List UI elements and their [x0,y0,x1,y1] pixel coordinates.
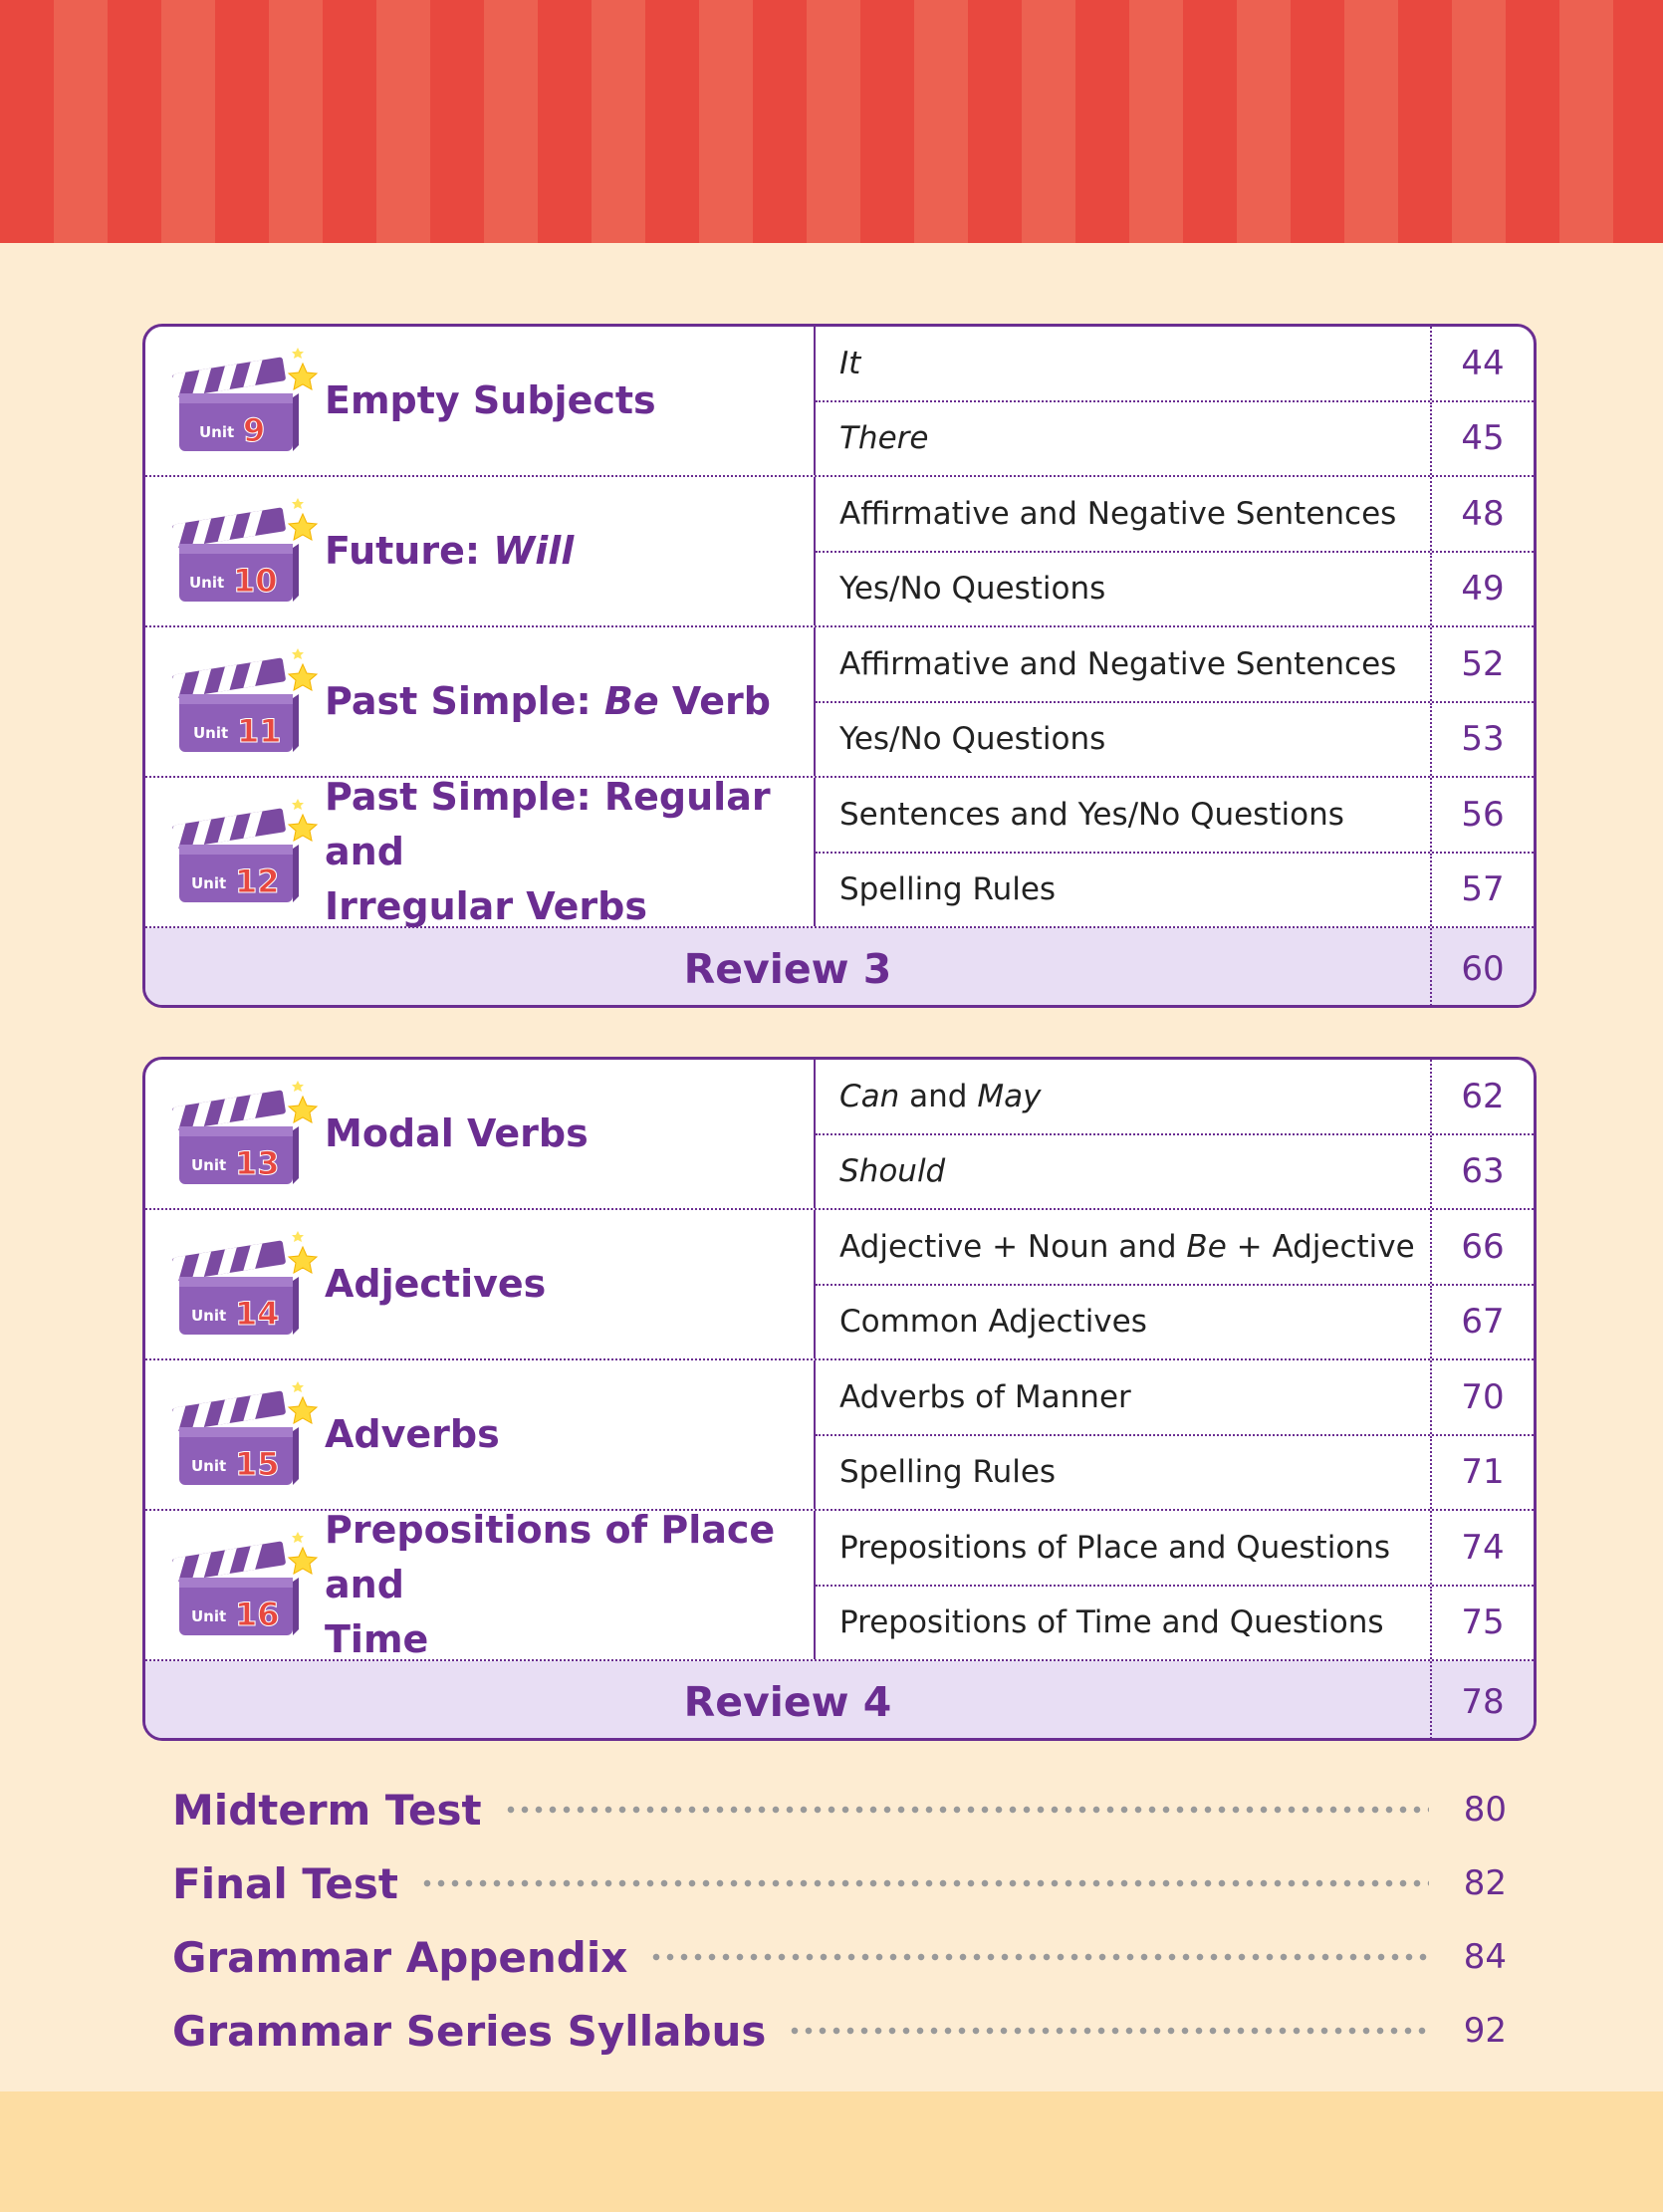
unit-title[interactable] [325,524,813,579]
page-number: 74 [1461,1527,1505,1568]
page-number: 80 [1463,1790,1507,1830]
unit-title-line: Irregular Verbs [325,884,647,928]
dot-leader [420,1879,1429,1887]
lesson-list [816,327,1534,475]
clapperboard-icon [163,342,323,461]
lesson-label-text: + Adjective [1226,1228,1415,1265]
lesson-label[interactable]: Prepositions of Place and Questions [816,1511,1432,1585]
unit-cell [145,1508,816,1661]
page-number: 57 [1461,869,1505,910]
unit-number: 10 [233,561,278,600]
lesson-list [816,1210,1534,1358]
unit-title-line: Past Simple: Regular and [325,775,771,873]
unit-cell [145,627,816,776]
lesson-label-emphasis: May [977,1078,1042,1114]
unit-tag: Unit [191,873,227,892]
lesson-label[interactable]: Yes/No Questions [816,703,1432,777]
clapperboard-icon [163,793,323,912]
test-label[interactable]: Grammar Series Syllabus [172,2006,767,2056]
toc-section-2 [142,1057,1537,1741]
clapperboard-icon [163,1075,323,1194]
lesson-row [816,852,1534,927]
page-number: 67 [1461,1302,1505,1343]
lesson-label[interactable] [816,1210,1432,1284]
lesson-row [816,1434,1534,1510]
unit-cell [145,477,816,625]
unit-number: 11 [237,711,282,750]
lesson-list [816,1511,1534,1659]
page-number: 84 [1463,1937,1507,1977]
lesson-label-emphasis: Be [1186,1228,1227,1265]
unit-title[interactable] [325,1503,813,1667]
lesson-label-text: Adjective + Noun and [839,1228,1187,1265]
unit-tag: Unit [193,723,229,742]
unit-number: 14 [235,1294,280,1333]
unit-title[interactable] [325,674,813,729]
unit-tag: Unit [189,573,225,592]
lesson-label[interactable]: Adverbs of Manner [816,1360,1432,1434]
lesson-row [816,1585,1534,1660]
test-row [172,1773,1507,1846]
dot-leader [788,2027,1429,2035]
lesson-row [816,778,1534,852]
review-label[interactable]: Review 4 [145,1661,1432,1741]
lesson-row [816,327,1534,400]
unit-tag: Unit [191,1456,227,1475]
clapperboard-icon [163,1526,323,1645]
unit-cell [145,775,816,928]
page-number: 44 [1461,343,1505,383]
lesson-label[interactable]: Sentences and Yes/No Questions [816,778,1432,852]
page-number: 62 [1461,1076,1505,1116]
page-number: 71 [1461,1452,1505,1493]
unit-title[interactable]: Modal Verbs [325,1111,589,1155]
test-label[interactable]: Midterm Test [172,1785,482,1835]
unit-number: 13 [235,1143,280,1182]
unit-title[interactable]: Adjectives [325,1262,547,1306]
unit-cell [145,1360,816,1509]
unit-number: 12 [235,861,280,900]
footer-band [0,2091,1663,2212]
page-number: 75 [1461,1602,1505,1643]
review-row [145,1661,1534,1741]
unit-cell [145,1210,816,1358]
unit-number: 16 [235,1595,280,1633]
lesson-row [816,1360,1534,1434]
lesson-row [816,627,1534,701]
dot-leader [649,1953,1429,1961]
unit-title-line: Time [325,1617,429,1661]
lesson-row [816,551,1534,626]
lesson-list [816,1060,1534,1208]
test-label[interactable]: Grammar Appendix [172,1932,628,1982]
test-row [172,1846,1507,1920]
page-number: 53 [1461,719,1505,760]
unit-tag: Unit [191,1155,227,1174]
lesson-row [816,400,1534,476]
unit-title-text: Past Simple: [325,679,604,723]
test-row [172,1994,1507,2068]
page-number: 49 [1461,569,1505,610]
unit-row [145,1210,1534,1360]
page-number: 66 [1461,1226,1505,1267]
lesson-list [816,1360,1534,1509]
page-number: 63 [1461,1151,1505,1192]
lesson-label[interactable]: Spelling Rules [816,1436,1432,1510]
page-number: 52 [1461,643,1505,684]
page-number: 48 [1461,493,1505,534]
unit-title-line: Prepositions of Place and [325,1508,776,1606]
lesson-label[interactable]: Prepositions of Time and Questions [816,1587,1432,1660]
lesson-label[interactable]: Affirmative and Negative Sentences [816,477,1432,551]
unit-tag: Unit [191,1306,227,1325]
unit-row [145,1508,1534,1661]
clapperboard-icon [163,492,323,612]
unit-row [145,627,1534,778]
unit-cell [145,327,816,475]
lesson-row [816,1210,1534,1284]
unit-title-text: Verb [658,679,771,723]
unit-cell [145,1060,816,1208]
unit-tag: Unit [191,1606,227,1625]
lesson-list [816,477,1534,625]
unit-title[interactable]: Adverbs [325,1412,500,1456]
lesson-label[interactable]: Common Adjectives [816,1286,1432,1359]
dot-leader [504,1806,1429,1814]
lesson-label[interactable] [816,1060,1432,1133]
page-number: 56 [1461,794,1505,835]
unit-row [145,775,1534,928]
page-number: 92 [1463,2011,1507,2051]
lesson-label[interactable]: Affirmative and Negative Sentences [816,627,1432,701]
lesson-list [816,627,1534,776]
lesson-label[interactable]: Yes/No Questions [816,553,1432,626]
unit-title-emphasis: Will [493,529,575,573]
header-stripes [0,0,1663,243]
toc-section-1 [142,324,1537,1008]
page-number: 70 [1461,1376,1505,1417]
lesson-label[interactable]: Spelling Rules [816,854,1432,927]
page-number: 45 [1461,418,1505,459]
unit-tag: Unit [199,422,235,441]
review-label[interactable]: Review 3 [145,928,1432,1008]
lesson-label-text: and [899,1078,978,1114]
clapperboard-icon [163,1375,323,1495]
review-row [145,928,1534,1008]
test-label[interactable]: Final Test [172,1858,398,1908]
unit-title[interactable]: Empty Subjects [325,378,656,422]
lesson-label[interactable]: Should [816,1135,1432,1209]
page-number: 60 [1461,949,1505,989]
unit-row [145,327,1534,477]
lesson-row [816,1060,1534,1133]
test-row [172,1920,1507,1994]
page-number: 78 [1461,1682,1505,1722]
clapperboard-icon [163,1225,323,1345]
unit-title[interactable] [325,770,813,934]
unit-title-emphasis: Be [603,679,659,723]
clapperboard-icon [163,642,323,762]
page-number: 82 [1463,1863,1507,1903]
lesson-row [816,477,1534,551]
lesson-label[interactable]: It [816,327,1432,400]
unit-row [145,477,1534,627]
lesson-row [816,701,1534,777]
lesson-row [816,1284,1534,1359]
unit-row [145,1060,1534,1210]
unit-title-text: Future: [325,529,494,573]
unit-number: 9 [243,410,266,449]
lesson-label[interactable]: There [816,402,1432,476]
lesson-label-emphasis: Can [839,1078,900,1114]
lesson-row [816,1133,1534,1209]
lesson-list [816,778,1534,926]
lesson-row [816,1511,1534,1585]
unit-row [145,1360,1534,1511]
unit-number: 15 [235,1444,280,1483]
test-list [172,1773,1507,2068]
